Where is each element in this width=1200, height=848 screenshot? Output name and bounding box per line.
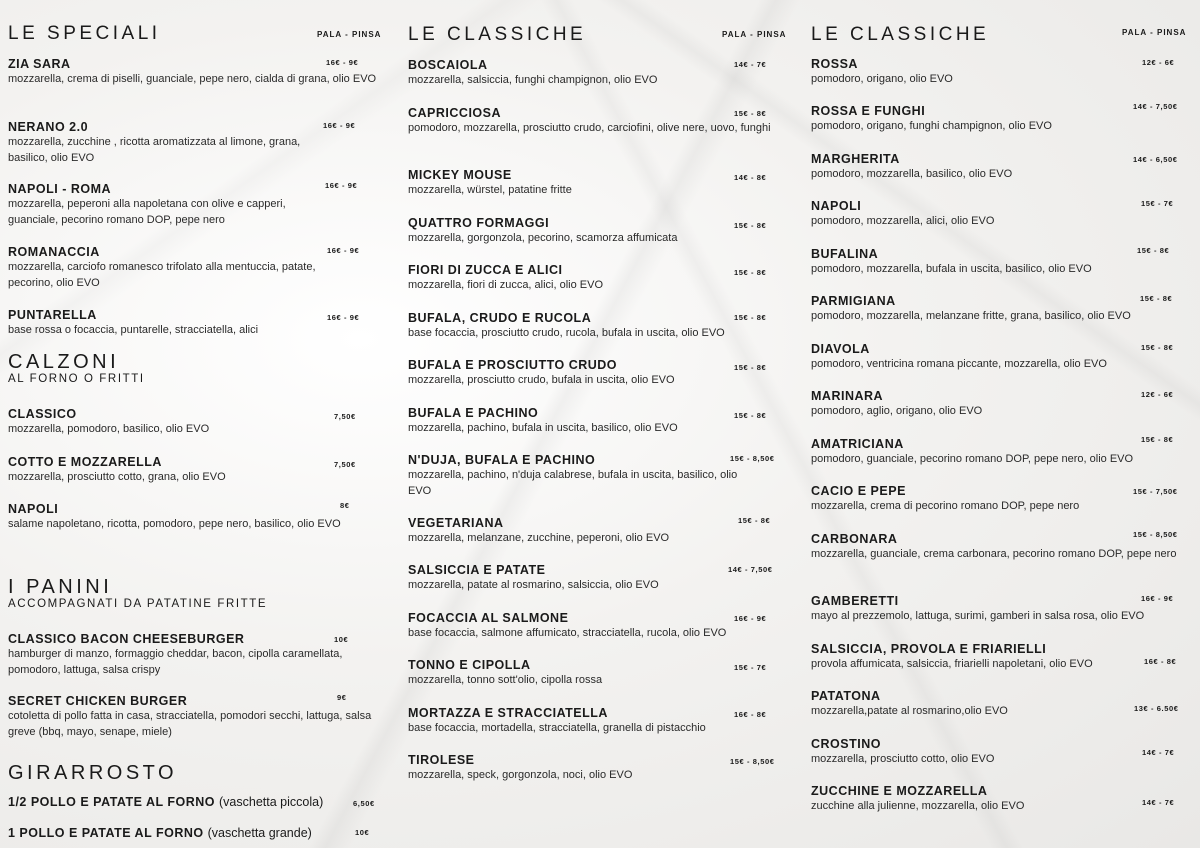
item-price: 15€ - 8,50€ [1133, 530, 1178, 539]
item-price: 9€ [337, 693, 347, 702]
item-description: pomodoro, origano, olio EVO [811, 73, 953, 85]
item-name: TIROLESE [408, 753, 475, 767]
item-name: BUFALINA [811, 247, 879, 261]
item-description: mayo al prezzemolo, lattuga, surimi, gamberi in salsa rosa, olio EVO [811, 610, 1145, 622]
menu-item [811, 483, 1200, 515]
item-price: 15€ - 7€ [734, 663, 767, 672]
item-description: mozzarella, melanzane, zucchine, peperoni, olio EVO [408, 532, 670, 544]
item-description: mozzarella, speck, gorgonzola, noci, olio EVO [408, 769, 633, 781]
menu-item [408, 357, 798, 389]
menu-item [811, 151, 1200, 183]
item-price: 16€ - 8€ [1144, 657, 1177, 666]
menu-item [408, 405, 798, 437]
menu-item [8, 794, 388, 810]
item-price: 15€ - 8€ [734, 363, 767, 372]
item-description: pomodoro, ventricina romana piccante, mozzarella, olio EVO [811, 358, 1107, 370]
item-description: pomodoro, mozzarella, prosciutto crudo, carciofini, olive nere, uovo, funghi [408, 122, 771, 134]
item-price: 16€ - 9€ [734, 614, 767, 623]
panini-section-header [8, 576, 388, 616]
item-name: SECRET CHICKEN BURGER [8, 694, 188, 708]
item-description: pomodoro, aglio, origano, olio EVO [811, 405, 983, 417]
item-description: mozzarella, würstel, patatine fritte [408, 184, 572, 196]
item-name: TONNO E CIPOLLA [408, 658, 531, 672]
menu-column-middle [408, 0, 798, 848]
item-price: 7,50€ [334, 460, 356, 469]
item-name: ROSSA E FUNGHI [811, 104, 926, 118]
girarrosto-title: GIRARROSTO [8, 762, 178, 784]
item-description: mozzarella, patate al rosmarino, salsiccia, olio EVO [408, 579, 659, 591]
menu-item [811, 198, 1200, 230]
item-price: 16€ - 9€ [327, 246, 360, 255]
item-price: 15€ - 8,50€ [730, 757, 775, 766]
menu-item [8, 454, 383, 486]
menu-column-right [811, 0, 1200, 848]
item-description: mozzarella, pachino, bufala in uscita, basilico, olio EVO [408, 422, 678, 434]
menu-item [408, 310, 798, 342]
menu-item [8, 406, 383, 438]
menu-item [811, 593, 1200, 625]
menu-item [811, 341, 1200, 373]
item-name: MARINARA [811, 389, 884, 403]
item-description: mozzarella, gorgonzola, pecorino, scamorza affumicata [408, 232, 678, 244]
item-description: base focaccia, salmone affumicato, stracciatella, rucola, olio EVO [408, 627, 727, 639]
specials-price-header: PALA - PINSA [317, 30, 382, 39]
item-name: N'DUJA, BUFALA E PACHINO [408, 453, 596, 467]
menu-item [8, 825, 388, 841]
item-price: 7,50€ [334, 412, 356, 421]
item-name: SALSICCIA E PATATE [408, 563, 546, 577]
item-price: 15€ - 8€ [1140, 294, 1173, 303]
item-name: NAPOLI [811, 199, 862, 213]
menu-item [408, 562, 798, 594]
item-price: 16€ - 8€ [734, 710, 767, 719]
menu-item [408, 57, 798, 89]
item-name: PARMIGIANA [811, 294, 896, 308]
item-price: 15€ - 8€ [734, 221, 767, 230]
specials-section-header [8, 23, 388, 47]
item-description: base rossa o focaccia, puntarelle, stracciatella, alici [8, 324, 259, 336]
item-name: BUFALA E PACHINO [408, 406, 539, 420]
item-name: GAMBERETTI [811, 594, 899, 608]
item-name: NERANO 2.0 [8, 120, 89, 134]
classiche-price-header: PALA - PINSA [722, 30, 787, 39]
item-name: 1 POLLO E PATATE AL FORNO [8, 826, 204, 840]
classiche-section-header [408, 24, 798, 48]
item-price: 15€ - 8€ [734, 268, 767, 277]
item-description: hamburger di manzo, formaggio cheddar, bacon, cipolla caramellata, pomodoro, lattuga, salsa crispy [8, 648, 343, 676]
item-description: pomodoro, mozzarella, basilico, olio EVO [811, 168, 1013, 180]
menu-item [408, 262, 798, 294]
menu-item [811, 293, 1200, 325]
item-name: QUATTRO FORMAGGI [408, 216, 550, 230]
item-description: mozzarella, pomodoro, basilico, olio EVO [8, 423, 210, 435]
item-description: mozzarella,patate al rosmarino,olio EVO [811, 705, 1008, 717]
item-price: 8€ [340, 501, 350, 510]
item-name: ROSSA [811, 57, 858, 71]
menu-item [8, 56, 383, 88]
menu-item [811, 56, 1200, 88]
item-price: 15€ - 8€ [738, 516, 771, 525]
item-price: 14€ - 7,50€ [728, 565, 773, 574]
item-price: 10€ [355, 828, 370, 837]
menu-item [811, 388, 1200, 420]
item-price: 15€ - 8€ [1141, 435, 1174, 444]
menu-item [811, 531, 1200, 563]
menu-item [408, 515, 798, 547]
menu-item [8, 693, 383, 740]
classiche-section-header [811, 24, 1200, 48]
item-description: pomodoro, mozzarella, alici, olio EVO [811, 215, 995, 227]
item-name: FOCACCIA AL SALMONE [408, 611, 569, 625]
specials-title: LE SPECIALI [8, 23, 161, 44]
menu-item [408, 167, 798, 199]
classiche-title: LE CLASSICHE [811, 24, 990, 45]
menu-item [811, 783, 1200, 815]
item-price: 6,50€ [353, 799, 375, 808]
item-price: 15€ - 8€ [734, 313, 767, 322]
item-name: PUNTARELLA [8, 308, 97, 322]
item-price: 13€ - 6.50€ [1134, 704, 1179, 713]
item-name: 1/2 POLLO E PATATE AL FORNO [8, 795, 216, 809]
menu-item [408, 215, 798, 247]
item-price: 15€ - 8€ [734, 411, 767, 420]
calzoni-subtitle: AL FORNO O FRITTI [8, 373, 145, 385]
item-name: ZUCCHINE E MOZZARELLA [811, 784, 988, 798]
girarrosto-section-header [8, 762, 388, 786]
item-price: 15€ - 7,50€ [1133, 487, 1178, 496]
menu-item [811, 736, 1200, 768]
item-price: 14€ - 7€ [1142, 748, 1175, 757]
item-price: 15€ - 8€ [1141, 343, 1174, 352]
item-price: 16€ - 9€ [1141, 594, 1174, 603]
menu-item [8, 501, 383, 533]
item-name: CLASSICO BACON CHEESEBURGER [8, 632, 245, 646]
item-name: MARGHERITA [811, 152, 900, 166]
classiche-title: LE CLASSICHE [408, 24, 587, 45]
item-name: AMATRICIANA [811, 437, 904, 451]
item-description: mozzarella, peperoni alla napoletana con olive e capperi, guanciale, pecorino romano DOP, pepe nero [8, 198, 286, 226]
item-name: COTTO E MOZZARELLA [8, 455, 162, 469]
item-description: mozzarella, salsiccia, funghi champignon, olio EVO [408, 74, 658, 86]
item-price: 14€ - 7,50€ [1133, 102, 1178, 111]
menu-item [811, 688, 1200, 720]
item-name: CLASSICO [8, 407, 77, 421]
item-name: SALSICCIA, PROVOLA E FRIARIELLI [811, 642, 1047, 656]
item-price: 14€ - 8€ [734, 173, 767, 182]
panini-subtitle: ACCOMPAGNATI DA PATATINE FRITTE [8, 598, 268, 610]
item-name: PATATONA [811, 689, 881, 703]
menu-item [408, 657, 798, 689]
item-name: FIORI DI ZUCCA E ALICI [408, 263, 563, 277]
item-name: BUFALA E PROSCIUTTO CRUDO [408, 358, 618, 372]
item-description: salame napoletano, ricotta, pomodoro, pepe nero, basilico, olio EVO [8, 518, 341, 530]
item-description: mozzarella, guanciale, crema carbonara, pecorino romano DOP, pepe nero [811, 548, 1177, 560]
item-name: BOSCAIOLA [408, 58, 488, 72]
item-name: NAPOLI [8, 502, 59, 516]
item-description: mozzarella, fiori di zucca, alici, olio EVO [408, 279, 604, 291]
calzoni-title: CALZONI [8, 351, 120, 373]
menu-item [408, 452, 798, 499]
item-price: 14€ - 6,50€ [1133, 155, 1178, 164]
menu-item [811, 103, 1200, 135]
item-price: 14€ - 7€ [734, 60, 767, 69]
item-description: mozzarella, crema di pecorino romano DOP, pepe nero [811, 500, 1080, 512]
menu-item [8, 244, 383, 291]
item-price: 10€ [334, 635, 349, 644]
menu-column-left [8, 0, 388, 848]
item-description: mozzarella, prosciutto crudo, bufala in uscita, olio EVO [408, 374, 675, 386]
item-description: pomodoro, mozzarella, melanzane fritte, grana, basilico, olio EVO [811, 310, 1131, 322]
item-description: mozzarella, prosciutto cotto, grana, olio EVO [8, 471, 226, 483]
menu-item [8, 307, 383, 339]
item-description: pomodoro, guanciale, pecorino romano DOP, pepe nero, olio EVO [811, 453, 1134, 465]
item-name: VEGETARIANA [408, 516, 504, 530]
calzoni-section-header [8, 351, 388, 391]
item-name: CACIO E PEPE [811, 484, 906, 498]
item-description: mozzarella, prosciutto cotto, olio EVO [811, 753, 995, 765]
item-name: BUFALA, CRUDO E RUCOLA [408, 311, 592, 325]
item-price: 16€ - 9€ [326, 58, 359, 67]
item-description: mozzarella, crema di piselli, guanciale, pepe nero, cialda di grana, olio EVO [8, 73, 377, 85]
item-price: 12€ - 6€ [1141, 390, 1174, 399]
item-price: 16€ - 9€ [327, 313, 360, 322]
item-description: mozzarella, carciofo romanesco trifolato alla mentuccia, patate, pecorino, olio EVO [8, 261, 316, 289]
item-price: 16€ - 9€ [325, 181, 358, 190]
menu-item [811, 436, 1200, 468]
item-name: MICKEY MOUSE [408, 168, 512, 182]
classiche-price-header: PALA - PINSA [1122, 28, 1187, 37]
panini-title: I PANINI [8, 576, 113, 598]
item-name: CARBONARA [811, 532, 898, 546]
item-note: (vaschetta piccola) [219, 795, 324, 809]
item-name: CROSTINO [811, 737, 881, 751]
item-price: 15€ - 7€ [1141, 199, 1174, 208]
item-name: CAPRICCIOSA [408, 106, 502, 120]
item-description: mozzarella, pachino, n'duja calabrese, bufala in uscita, basilico, olio EVO [408, 469, 738, 497]
menu-item [408, 705, 798, 737]
item-name: DIAVOLA [811, 342, 870, 356]
menu-item [8, 181, 383, 228]
item-name: ZIA SARA [8, 57, 71, 71]
item-name: MORTAZZA E STRACCIATELLA [408, 706, 608, 720]
item-note: (vaschetta grande) [207, 826, 312, 840]
item-description: pomodoro, mozzarella, bufala in uscita, basilico, olio EVO [811, 263, 1092, 275]
menu-item [408, 752, 798, 784]
item-description: provola affumicata, salsiccia, friarielli napoletani, olio EVO [811, 658, 1093, 670]
item-price: 15€ - 8€ [734, 109, 767, 118]
item-price: 12€ - 6€ [1142, 58, 1175, 67]
item-name: ROMANACCIA [8, 245, 100, 259]
item-description: mozzarella, zucchine , ricotta aromatizzata al limone, grana, basilico, olio EVO [8, 136, 301, 164]
item-price: 16€ - 9€ [323, 121, 356, 130]
menu-item [811, 641, 1200, 673]
item-description: pomodoro, origano, funghi champignon, olio EVO [811, 120, 1052, 132]
menu-item [8, 119, 383, 166]
item-description: zucchine alla julienne, mozzarella, olio EVO [811, 800, 1025, 812]
item-description: mozzarella, tonno sott'olio, cipolla rossa [408, 674, 603, 686]
item-price: 15€ - 8€ [1137, 246, 1170, 255]
menu-item [408, 105, 798, 137]
menu-item [408, 610, 798, 642]
item-price: 15€ - 8,50€ [730, 454, 775, 463]
item-description: base focaccia, prosciutto crudo, rucola, bufala in uscita, olio EVO [408, 327, 725, 339]
item-price: 14€ - 7€ [1142, 798, 1175, 807]
menu-item [8, 631, 383, 678]
item-description: cotoletta di pollo fatta in casa, stracciatella, pomodori secchi, lattuga, salsa greve (bbq, mayo, senape, miele) [8, 710, 372, 738]
menu-item [811, 246, 1200, 278]
item-name: NAPOLI - ROMA [8, 182, 112, 196]
item-description: base focaccia, mortadella, stracciatella, granella di pistacchio [408, 722, 706, 734]
